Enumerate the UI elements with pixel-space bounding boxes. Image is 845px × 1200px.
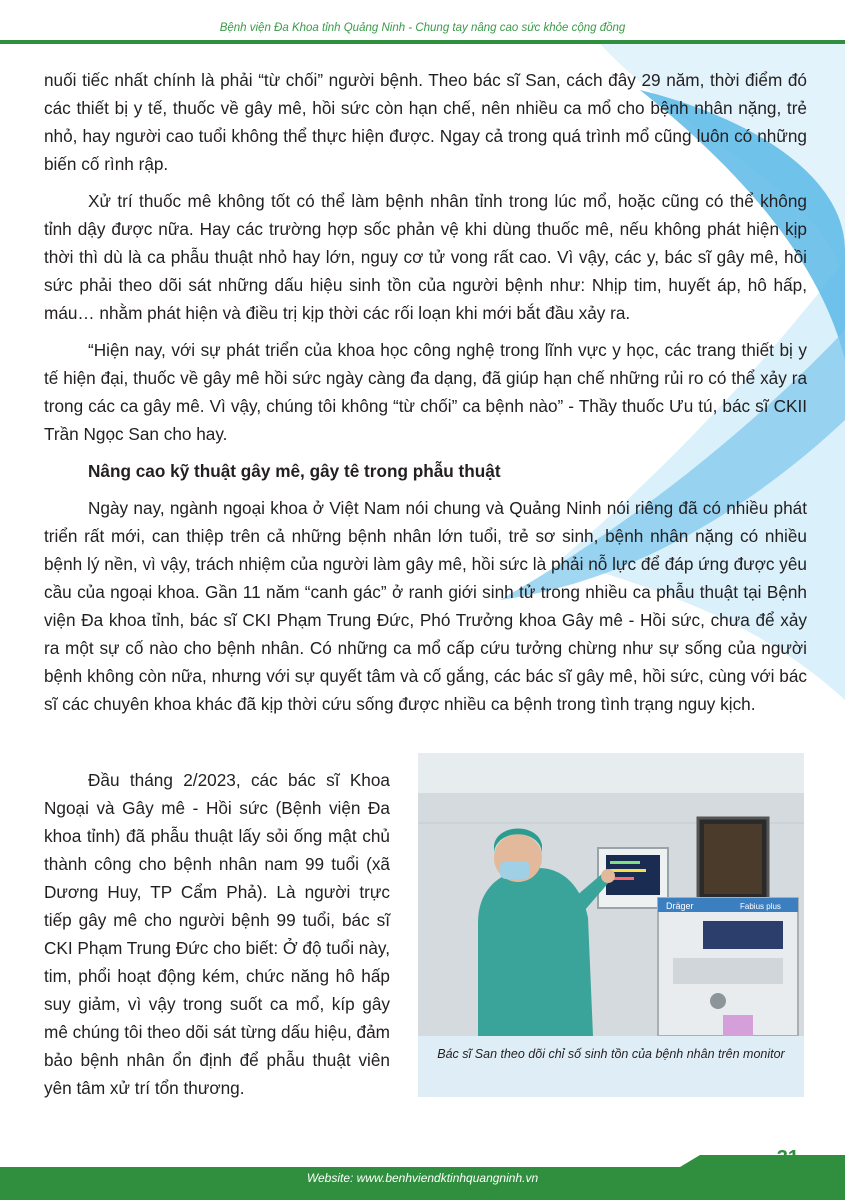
section-heading: Nâng cao kỹ thuật gây mê, gây tê trong phẫu thuật <box>88 461 501 481</box>
photo-figure <box>418 753 804 1097</box>
photo-caption: Bác sĩ San theo dõi chỉ số sinh tồn của bệnh nhân trên monitor <box>437 1047 785 1061</box>
page-number: 31 <box>776 1147 799 1169</box>
paragraph-5: Đầu tháng 2/2023, các bác sĩ Khoa Ngoại và Gây mê - Hồi sức (Bệnh viện Đa khoa tỉnh) đã phẫu thuật lấy sỏi ống mật chủ thành công cho bệnh nhân nam 99 tuổi (xã Dương Huy, TP Cẩm Phả). Là người trực tiếp gây mê cho người bệnh 99 tuổi, bác sĩ CKI Phạm Trung Đức cho biết: Ở độ tuổi này, tim, phổi hoạt động kém, chức năng hô hấp suy giảm, vì vậy trong suốt ca mổ, kíp gây mê chúng tôi theo dõi sát từng dấu hiệu, đảm bảo bệnh nhân ổn định để phẫu thuật viên yên tâm xử trí tổn thương. <box>44 770 390 1098</box>
header-title: Bệnh viện Đa Khoa tỉnh Quảng Ninh - Chung tay nâng cao sức khỏe cộng đồng <box>219 22 626 34</box>
footer-website: Website: www.benhviendktinhquangninh.vn <box>306 1171 539 1185</box>
article-column <box>44 766 390 1102</box>
page-header <box>0 0 845 44</box>
paragraph-3: “Hiện nay, với sự phát triển của khoa học công nghệ trong lĩnh vực y học, các trang thiết bị y tế hiện đại, thuốc về gây mê hồi sức ngày càng đa dạng, đã giúp hạn chế những rủi ro có thể xảy ra trong các ca gây mê. Vì vậy, chúng tôi không “từ chối” ca bệnh nào” - Thầy thuốc Ưu tú, bác sĩ CKII Trần Ngọc San cho hay. <box>44 340 807 444</box>
photo-illustration <box>418 753 804 1036</box>
article-body <box>44 66 807 727</box>
paragraph-1: nuối tiếc nhất chính là phải “từ chối” người bệnh. Theo bác sĩ San, cách đây 29 năm, thời điểm đó các thiết bị y tế, thuốc về gây mê, hồi sức còn hạn chế, nên nhiều ca mổ cho bệnh nhân nặng, trẻ nhỏ, hay người cao tuổi không thể thực hiện được. Ngay cả trong quá trình mổ cũng luôn có những biến cố rình rập. <box>44 70 807 174</box>
machine-brand: Dräger <box>666 901 694 911</box>
paragraph-4: Ngày nay, ngành ngoại khoa ở Việt Nam nói chung và Quảng Ninh nói riêng đã có nhiều phát triển rất mới, can thiệp trên cả những bệnh nhân lớn tuổi, trẻ sơ sinh, bệnh nhân nặng có nhiều bệnh lý nền, vì vậy, trách nhiệm của người làm gây mê, hồi sức là phải nỗ lực để đáp ứng được yêu cầu của ngoại khoa. Gần 11 năm “canh gác” ở ranh giới sinh tử trong nhiều ca phẫu thuật tại Bệnh viện Đa khoa tỉnh, bác sĩ CKI Phạm Trung Đức, Phó Trưởng khoa Gây mê - Hồi sức, chưa để xảy ra một sự cố nào cho bệnh nhân. Có những ca mổ cấp cứu tưởng chừng như sự sống của người bệnh không còn nữa, nhưng với sự quyết tâm và cố gắng, các bác sĩ gây mê, hồi sức, cùng với bác sĩ các chuyên khoa khác đã kịp thời cứu sống được nhiều ca bệnh trong tình trạng nguy kịch. <box>44 498 807 714</box>
header-rule <box>0 40 845 44</box>
operating-room-photo <box>418 753 804 1036</box>
machine-model: Fabius plus <box>740 902 781 911</box>
paragraph-2: Xử trí thuốc mê không tốt có thể làm bệnh nhân tỉnh trong lúc mổ, hoặc cũng có thể không tỉnh dậy được nữa. Hay các trường hợp sốc phản vệ khi dùng thuốc mê, nếu không phát hiện kịp thời thì dù là ca phẫu thuật nhỏ hay lớn, nguy cơ tử vong rất cao. Vì vậy, các y, bác sĩ gây mê, hồi sức phải theo dõi sát những dấu hiệu sinh tồn của người bệnh như: Nhịp tim, huyết áp, hô hấp, máu… nhằm phát hiện và điều trị kịp thời các rối loạn khi mới bắt đầu xảy ra. <box>44 191 807 323</box>
